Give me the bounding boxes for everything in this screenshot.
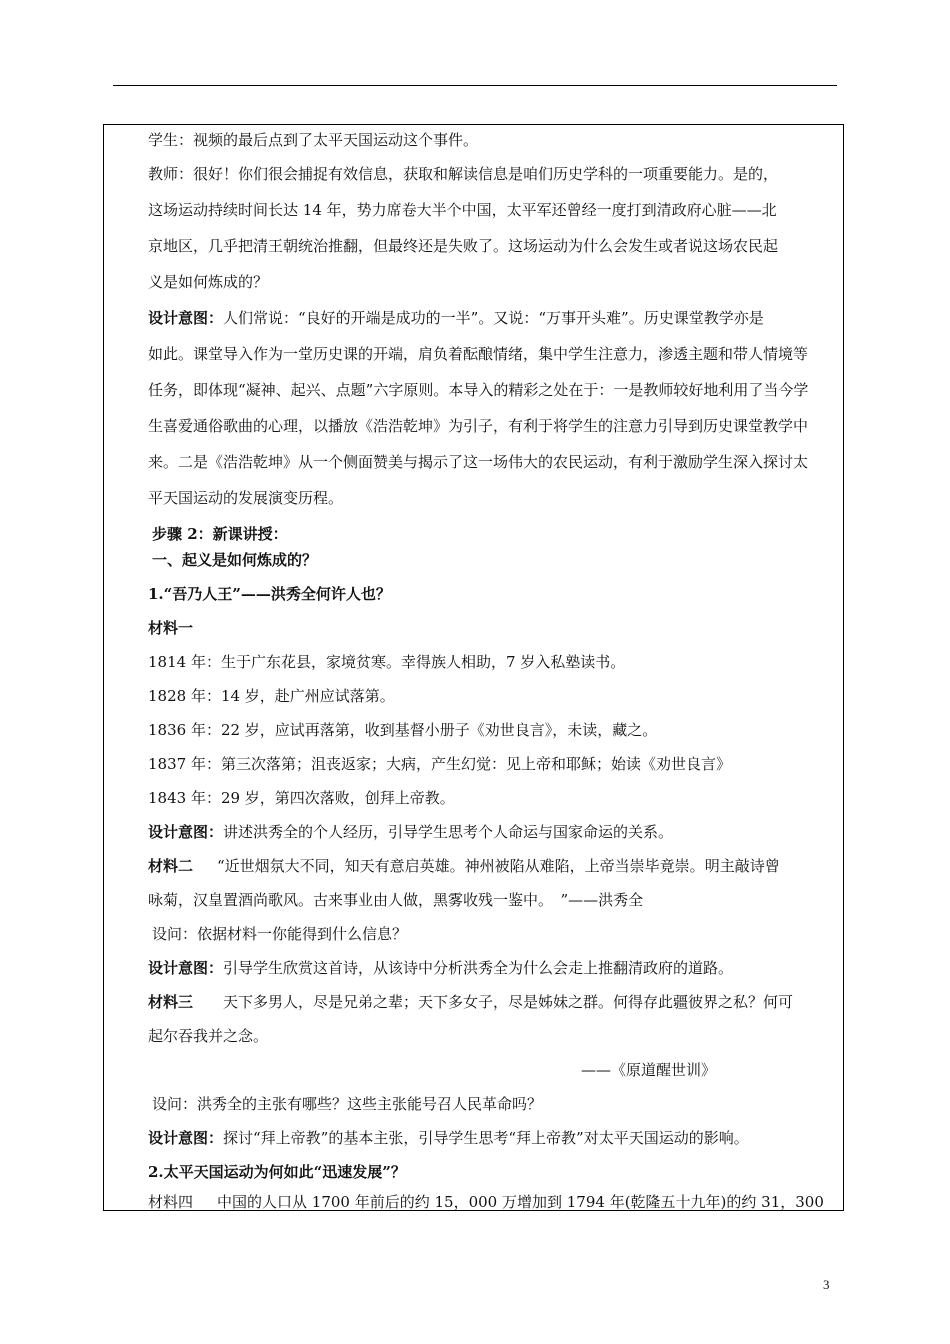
material-4-line-1 <box>148 1192 824 1211</box>
step2-heading: 步骤 2：新课讲授： <box>152 525 288 543</box>
header-rule <box>113 85 837 86</box>
design-intent-1-text: 讲述洪秀全的个人经历，引导学生思考个人命运与国家命运的关系。 <box>223 823 674 841</box>
subsection-2-heading: 2.太平天国运动为何如此“迅速发展”？ <box>148 1163 406 1181</box>
material-2-line-2: 咏菊，汉皇置酒尚歌风。古来事业由人做，黑雾收残一鉴中。 ”——洪秀全 <box>148 891 644 909</box>
page-number: 3 <box>823 1277 830 1292</box>
design-intent-3-text: 探讨“拜上帝教”的基本主张，引导学生思考“拜上帝教”对太平天国运动的影响。 <box>223 1129 749 1147</box>
material-1-1814: 1814 年：生于广东花县，家境贫寒。幸得族人相助，7 岁入私塾读书。 <box>148 653 626 671</box>
section-1-heading: 一、起义是如何炼成的？ <box>152 551 318 569</box>
content-table-cell <box>103 124 844 1211</box>
material-3-source: ——《原道醒世训》 <box>581 1061 717 1079</box>
design-intent-line-2: 如此。课堂导入作为一堂历史课的开端，肩负着酝酿情绪，集中学生注意力，渗透主题和带人情境等 <box>148 345 809 363</box>
design-intent-1 <box>148 822 673 842</box>
material-1-1837: 1837 年：第三次落第；沮丧返家；大病，产生幻觉：见上帝和耶稣；始读《劝世良言》 <box>148 755 731 773</box>
teacher-line-2: 这场运动持续时间长达 14 年，势力席卷大半个中国，太平军还曾经一度打到清政府心脏——北 <box>148 201 777 219</box>
design-intent-line-5: 来。二是《浩浩乾坤》从一个侧面赞美与揭示了这一场伟大的农民运动，有利于激励学生深入探讨太 <box>148 453 809 471</box>
material-2-poem-1: “近世烟氛大不同，知天有意启英雄。神州被陷从难陷，上帝当崇毕竟崇。明主敲诗曾 <box>217 857 780 875</box>
teacher-line-4: 义是如何炼成的？ <box>148 273 269 291</box>
material-2-label: 材料二 <box>148 857 194 875</box>
material-3-line-2: 起尔吞我并之念。 <box>148 1027 269 1045</box>
design-intent-text: 人们常说：“良好的开端是成功的一半”。又说：“万事开头难”。历史课堂教学亦是 <box>223 309 764 327</box>
material-3-text-1: 天下多男人，尽是兄弟之辈；天下多女子，尽是姊妹之群。何得存此疆彼界之私？何可 <box>223 993 794 1011</box>
design-intent-1-label: 设计意图： <box>148 823 224 841</box>
question-1: 设问：依据材料一你能得到什么信息？ <box>152 925 408 943</box>
design-intent-paragraph <box>148 308 764 328</box>
design-intent-2-text: 引导学生欣赏这首诗，从该诗中分析洪秀全为什么会走上推翻清政府的道路。 <box>223 959 734 977</box>
subsection-1-heading: 1.“吾乃人王”——洪秀全何许人也？ <box>148 585 391 603</box>
student-line: 学生：视频的最后点到了太平天国运动这个事件。 <box>148 131 479 149</box>
teacher-line-3: 京地区，几乎把清王朝统治推翻，但最终还是失败了。这场运动为什么会发生或者说这场农民起 <box>148 237 779 255</box>
material-1-1836: 1836 年：22 岁，应试再落第，收到基督小册子《劝世良言》，未读，藏之。 <box>148 721 658 739</box>
design-intent-2 <box>148 958 733 978</box>
material-3-label: 材料三 <box>148 993 194 1011</box>
design-intent-label: 设计意图： <box>148 309 224 327</box>
material-4-text-1: 中国的人口从 1700 年前后的约 15，000 万增加到 1794 年(乾隆五十九年)的约 31，300 <box>217 1193 824 1211</box>
material-3-line-1 <box>148 992 793 1012</box>
teacher-line-1: 教师：很好！你们很会捕捉有效信息，获取和解读信息是咱们历史学科的一项重要能力。是的， <box>148 165 779 183</box>
design-intent-line-3: 任务，即体现“凝神、起兴、点题”六字原则。本导入的精彩之处在于：一是教师较好地利用了当今学 <box>148 381 809 399</box>
design-intent-line-4: 生喜爱通俗歌曲的心理，以播放《浩浩乾坤》为引子，有利于将学生的注意力引导到历史课堂教学中 <box>148 417 809 435</box>
material-1-1843: 1843 年：29 岁，第四次落败，创拜上帝教。 <box>148 789 455 807</box>
material-1-1828: 1828 年：14 岁，赴广州应试落第。 <box>148 687 395 705</box>
design-intent-2-label: 设计意图： <box>148 959 224 977</box>
material-4-label: 材料四 <box>148 1193 194 1211</box>
design-intent-3 <box>148 1128 749 1148</box>
design-intent-3-label: 设计意图： <box>148 1129 224 1147</box>
material-1-title: 材料一 <box>148 619 194 637</box>
question-2: 设问：洪秀全的主张有哪些？这些主张能号召人民革命吗？ <box>152 1095 543 1113</box>
design-intent-line-6: 平天国运动的发展演变历程。 <box>148 489 344 507</box>
material-2-line-1 <box>148 856 780 876</box>
